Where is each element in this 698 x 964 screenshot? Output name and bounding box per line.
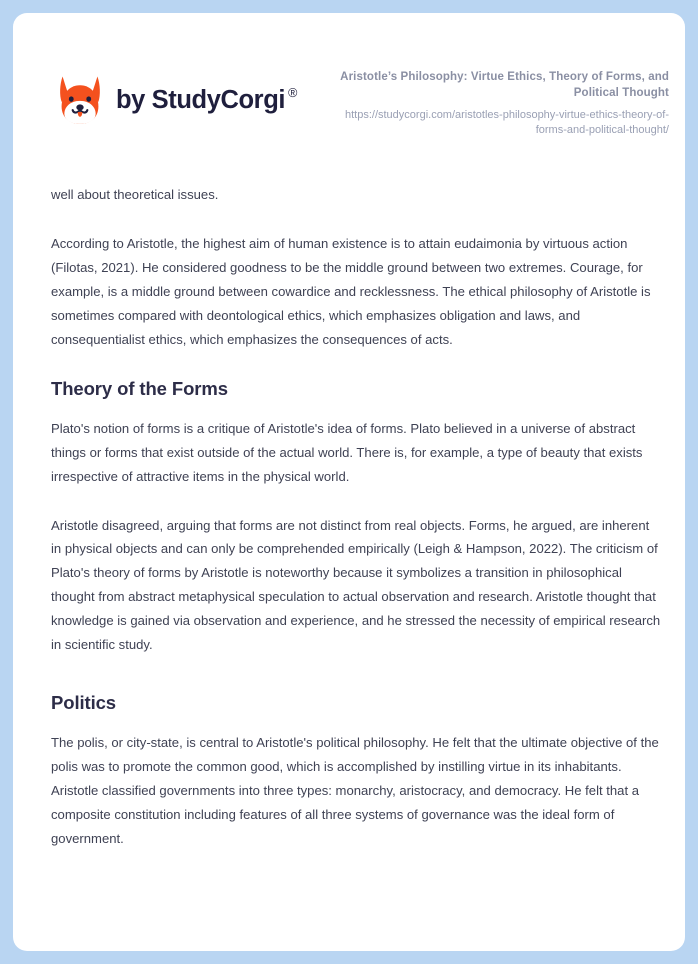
document-body (13, 183, 685, 851)
corgi-head-icon (57, 75, 103, 125)
paragraph-eudaimonia: According to Aristotle, the highest aim of human existence is to attain eudaimonia by virtuous action (Filotas, 2021). He considered goodness to be the middle ground between two extremes. Courage, for example, is a middle ground between cowardice and recklessness. The ethical philosophy of Aristotle is sometimes compared with deontological ethics, which emphasizes obligation and laws, and consequentialist ethics, which emphasizes the consequences of acts. (51, 235, 651, 347)
document-header (13, 13, 685, 139)
brand-wordmark (116, 86, 297, 115)
paragraph-forms-2: Aristotle disagreed, arguing that forms are not distinct from real objects. Forms, he argued, are inherent in physical objects and can only be comprehended empirically (Leigh & Hampson, 2022). The criticism of Plato's theory of forms by Aristotle is noteworthy because it symbolizes a transition in philosophical thought from abstract metaphysical speculation to actual observation and research. Aristotle thought that knowledge is gained via observation and experience, and he stressed the necessity of empirical research in scientific study. (51, 517, 661, 653)
document-meta (329, 63, 669, 139)
registered-trademark-icon: ® (288, 85, 297, 100)
source-url[interactable]: https://studycorgi.com/aristotles-philosophy-virtue-ethics-theory-of-forms-and-political-thought/ (344, 108, 669, 137)
paragraph-politics-1: The polis, or city-state, is central to Aristotle's political philosophy. He felt that the ultimate objective of the polis was to promote the common good, which is accomplished by instilling virtue in its inhabitants. Aristotle classified governments into three types: monarchy, aristocracy, and democracy. He felt that a composite constitution including features of all three systems of governance was the ideal form of government. (51, 735, 659, 847)
brand-logo[interactable] (57, 63, 297, 125)
section-spacer (51, 682, 661, 685)
page-title: Aristotle’s Philosophy: Virtue Ethics, Theory of Forms, and Political Thought (340, 71, 669, 100)
heading-theory-of-the-forms: Theory of the Forms (51, 377, 228, 399)
paragraph-continued: well about theoretical issues. (51, 186, 219, 202)
brand-name: by StudyCorgi (116, 85, 286, 114)
paragraph-forms-1: Plato's notion of forms is a critique of Aristotle's idea of forms. Plato believed in a universe of abstract things or forms that exist outside of the actual world. There is, for example, a type of beauty that exists irrespective of attractive items in the physical world. (51, 420, 643, 484)
heading-politics: Politics (51, 692, 116, 714)
document-page (13, 13, 685, 951)
